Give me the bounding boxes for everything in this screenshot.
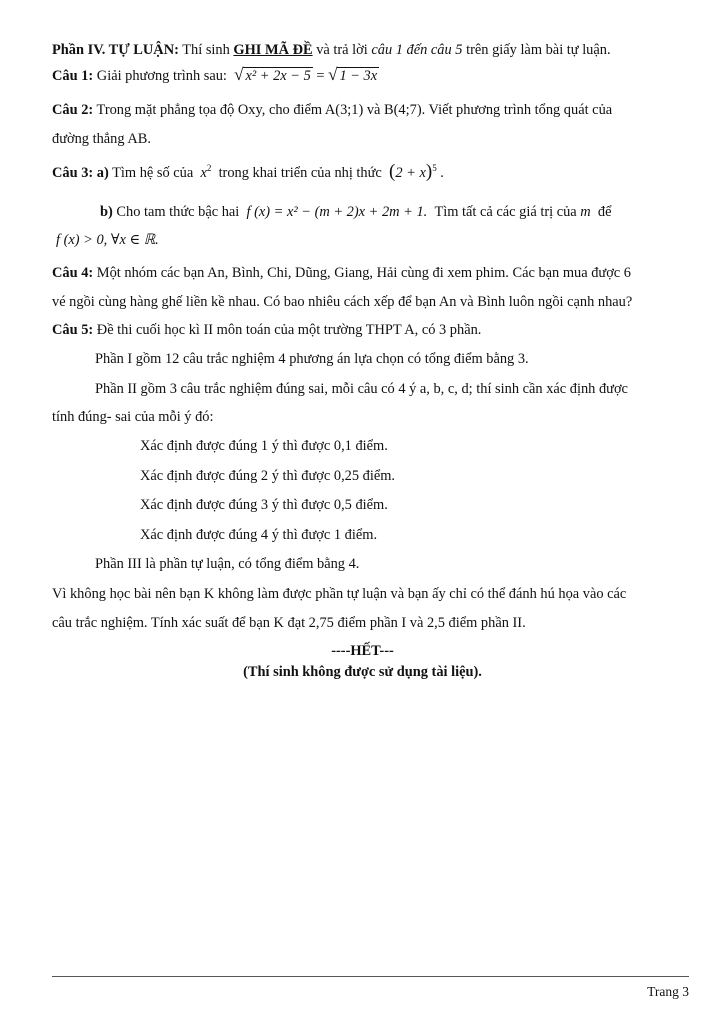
score-rule-4 [140, 525, 689, 545]
question-1: Câu 1: Giải phương trình sau: √ x² + 2x − 5 = √ 1 − 3x [52, 65, 378, 84]
q3a-var: x [200, 165, 207, 181]
question-3a: Câu 3: a) Tìm hệ số của $x^2$ trong khai triển của nhị thức $(2 + x)^5$ . [52, 161, 444, 182]
question-3b [100, 202, 689, 222]
q1-eq-mid: = [316, 68, 325, 84]
page-number: Trang 3 [647, 984, 689, 999]
part-intro-b: và trả lời [316, 42, 368, 58]
q5-p2-line1: Phần II gồm 3 câu trắc nghiệm đúng sai, mỗi câu có 4 ý a, b, c, d; thí sinh cần xác định được [95, 381, 628, 397]
q3a-binom: 2 + x [395, 165, 426, 181]
end-note-row [0, 662, 725, 682]
end-mark: ----HẾT--- [331, 643, 394, 659]
score-rule-text: Xác định được đúng 1 ý thì được 0,1 điểm. [140, 438, 388, 454]
q5-p2-line2: tính đúng- sai của mỗi ý đó: [52, 409, 214, 425]
q3a-binom-exp: 5 [432, 163, 437, 173]
q5-final-cont [52, 613, 689, 633]
question-3b-cont [56, 230, 689, 250]
q3b-func: f (x) = x² − (m + 2)x + 2m + 1. [246, 204, 428, 220]
q4-line1: Một nhóm các bạn An, Bình, Chi, Dũng, Giang, Hải cùng đi xem phim. Các bạn mua được 6 [96, 265, 631, 281]
score-rule-text: Xác định được đúng 2 ý thì được 0,25 điểm. [140, 468, 396, 484]
q3b-text: Cho tam thức bậc hai [116, 204, 240, 220]
score-rule-3 [140, 495, 689, 515]
q5-final-line2: câu trắc nghiệm. Tính xác suất để bạn K đạt 2,75 điểm phần I và 2,5 điểm phần II. [52, 615, 526, 631]
q1-text: Giải phương trình sau: [96, 68, 227, 84]
q1-eq-right: 1 − 3x [339, 68, 378, 84]
q5-label: Câu 5: [52, 322, 94, 338]
question-2 [52, 100, 689, 120]
q2-label: Câu 2: [52, 102, 94, 118]
part-heading [52, 40, 689, 60]
q3a-text2: trong khai triển của nhị thức [218, 165, 382, 181]
q5-final-line1: Vì không học bài nên bạn K không làm được phần tự luận và bạn ấy chỉ có thể đánh hú họa vào các [52, 586, 627, 602]
score-rule-1 [140, 436, 689, 456]
q3b-label: b) [100, 204, 113, 220]
q5-part-1 [95, 349, 689, 369]
question-5 [52, 320, 689, 340]
q1-label: Câu 1: [52, 68, 94, 84]
q3b-cond: f (x) > 0, ∀x ∈ ℝ. [56, 232, 159, 248]
part-intro-a: Thí sinh [182, 42, 230, 58]
score-rule-text: Xác định được đúng 3 ý thì được 0,5 điểm. [140, 497, 388, 513]
score-rule-text: Xác định được đúng 4 ý thì được 1 điểm. [140, 527, 378, 543]
q5-p3: Phần III là phần tự luận, có tổng điểm bằng 4. [95, 556, 360, 572]
footer-divider [52, 976, 689, 977]
q1-eq-left: x² + 2x − 5 [245, 68, 311, 84]
q5-intro: Đề thi cuối học kì II môn toán của một trường THPT A, có 3 phần. [96, 322, 482, 338]
question-4 [52, 263, 689, 283]
part-intro-c: trên giấy làm bài tự luận. [466, 42, 611, 58]
q4-label: Câu 4: [52, 265, 94, 281]
part-title: Phần IV. TỰ LUẬN: [52, 42, 179, 58]
q3-label: Câu 3: [52, 165, 94, 181]
question-2-cont [52, 129, 689, 149]
part-intro-range: câu 1 đến câu 5 [371, 42, 463, 58]
part-intro-code: GHI MÃ ĐỀ [233, 42, 313, 58]
q3a-exp: 2 [206, 163, 212, 173]
score-rule-2 [140, 466, 689, 486]
q5-p1: Phần I gồm 12 câu trắc nghiệm 4 phương án lựa chọn có tổng điểm bằng 3. [95, 351, 529, 367]
q5-part-2 [95, 379, 689, 399]
q3a-label: a) [96, 165, 109, 181]
end-note: (Thí sinh không được sử dụng tài liệu). [243, 664, 482, 680]
q2-line1: Trong mặt phẳng tọa độ Oxy, cho điểm A(3;1) và B(4;7). Viết phương trình tổng quát của [96, 102, 613, 118]
q3b-text2: Tìm tất cả các giá trị của [434, 204, 577, 220]
q4-line2: vé ngồi cùng hàng ghế liền kề nhau. Có bao nhiêu cách xếp để bạn An và Bình luôn ngồi cạnh nhau? [52, 294, 633, 310]
q2-line2: đường thẳng AB. [52, 131, 151, 147]
q3b-var: m [580, 204, 591, 220]
q5-part-3 [95, 554, 689, 574]
q5-final [52, 584, 689, 604]
q5-part-2-cont [52, 407, 689, 427]
end-mark-row [0, 641, 725, 661]
question-4-cont [52, 292, 689, 312]
q3b-text3: để [597, 204, 612, 220]
q3a-text: Tìm hệ số của [112, 165, 194, 181]
